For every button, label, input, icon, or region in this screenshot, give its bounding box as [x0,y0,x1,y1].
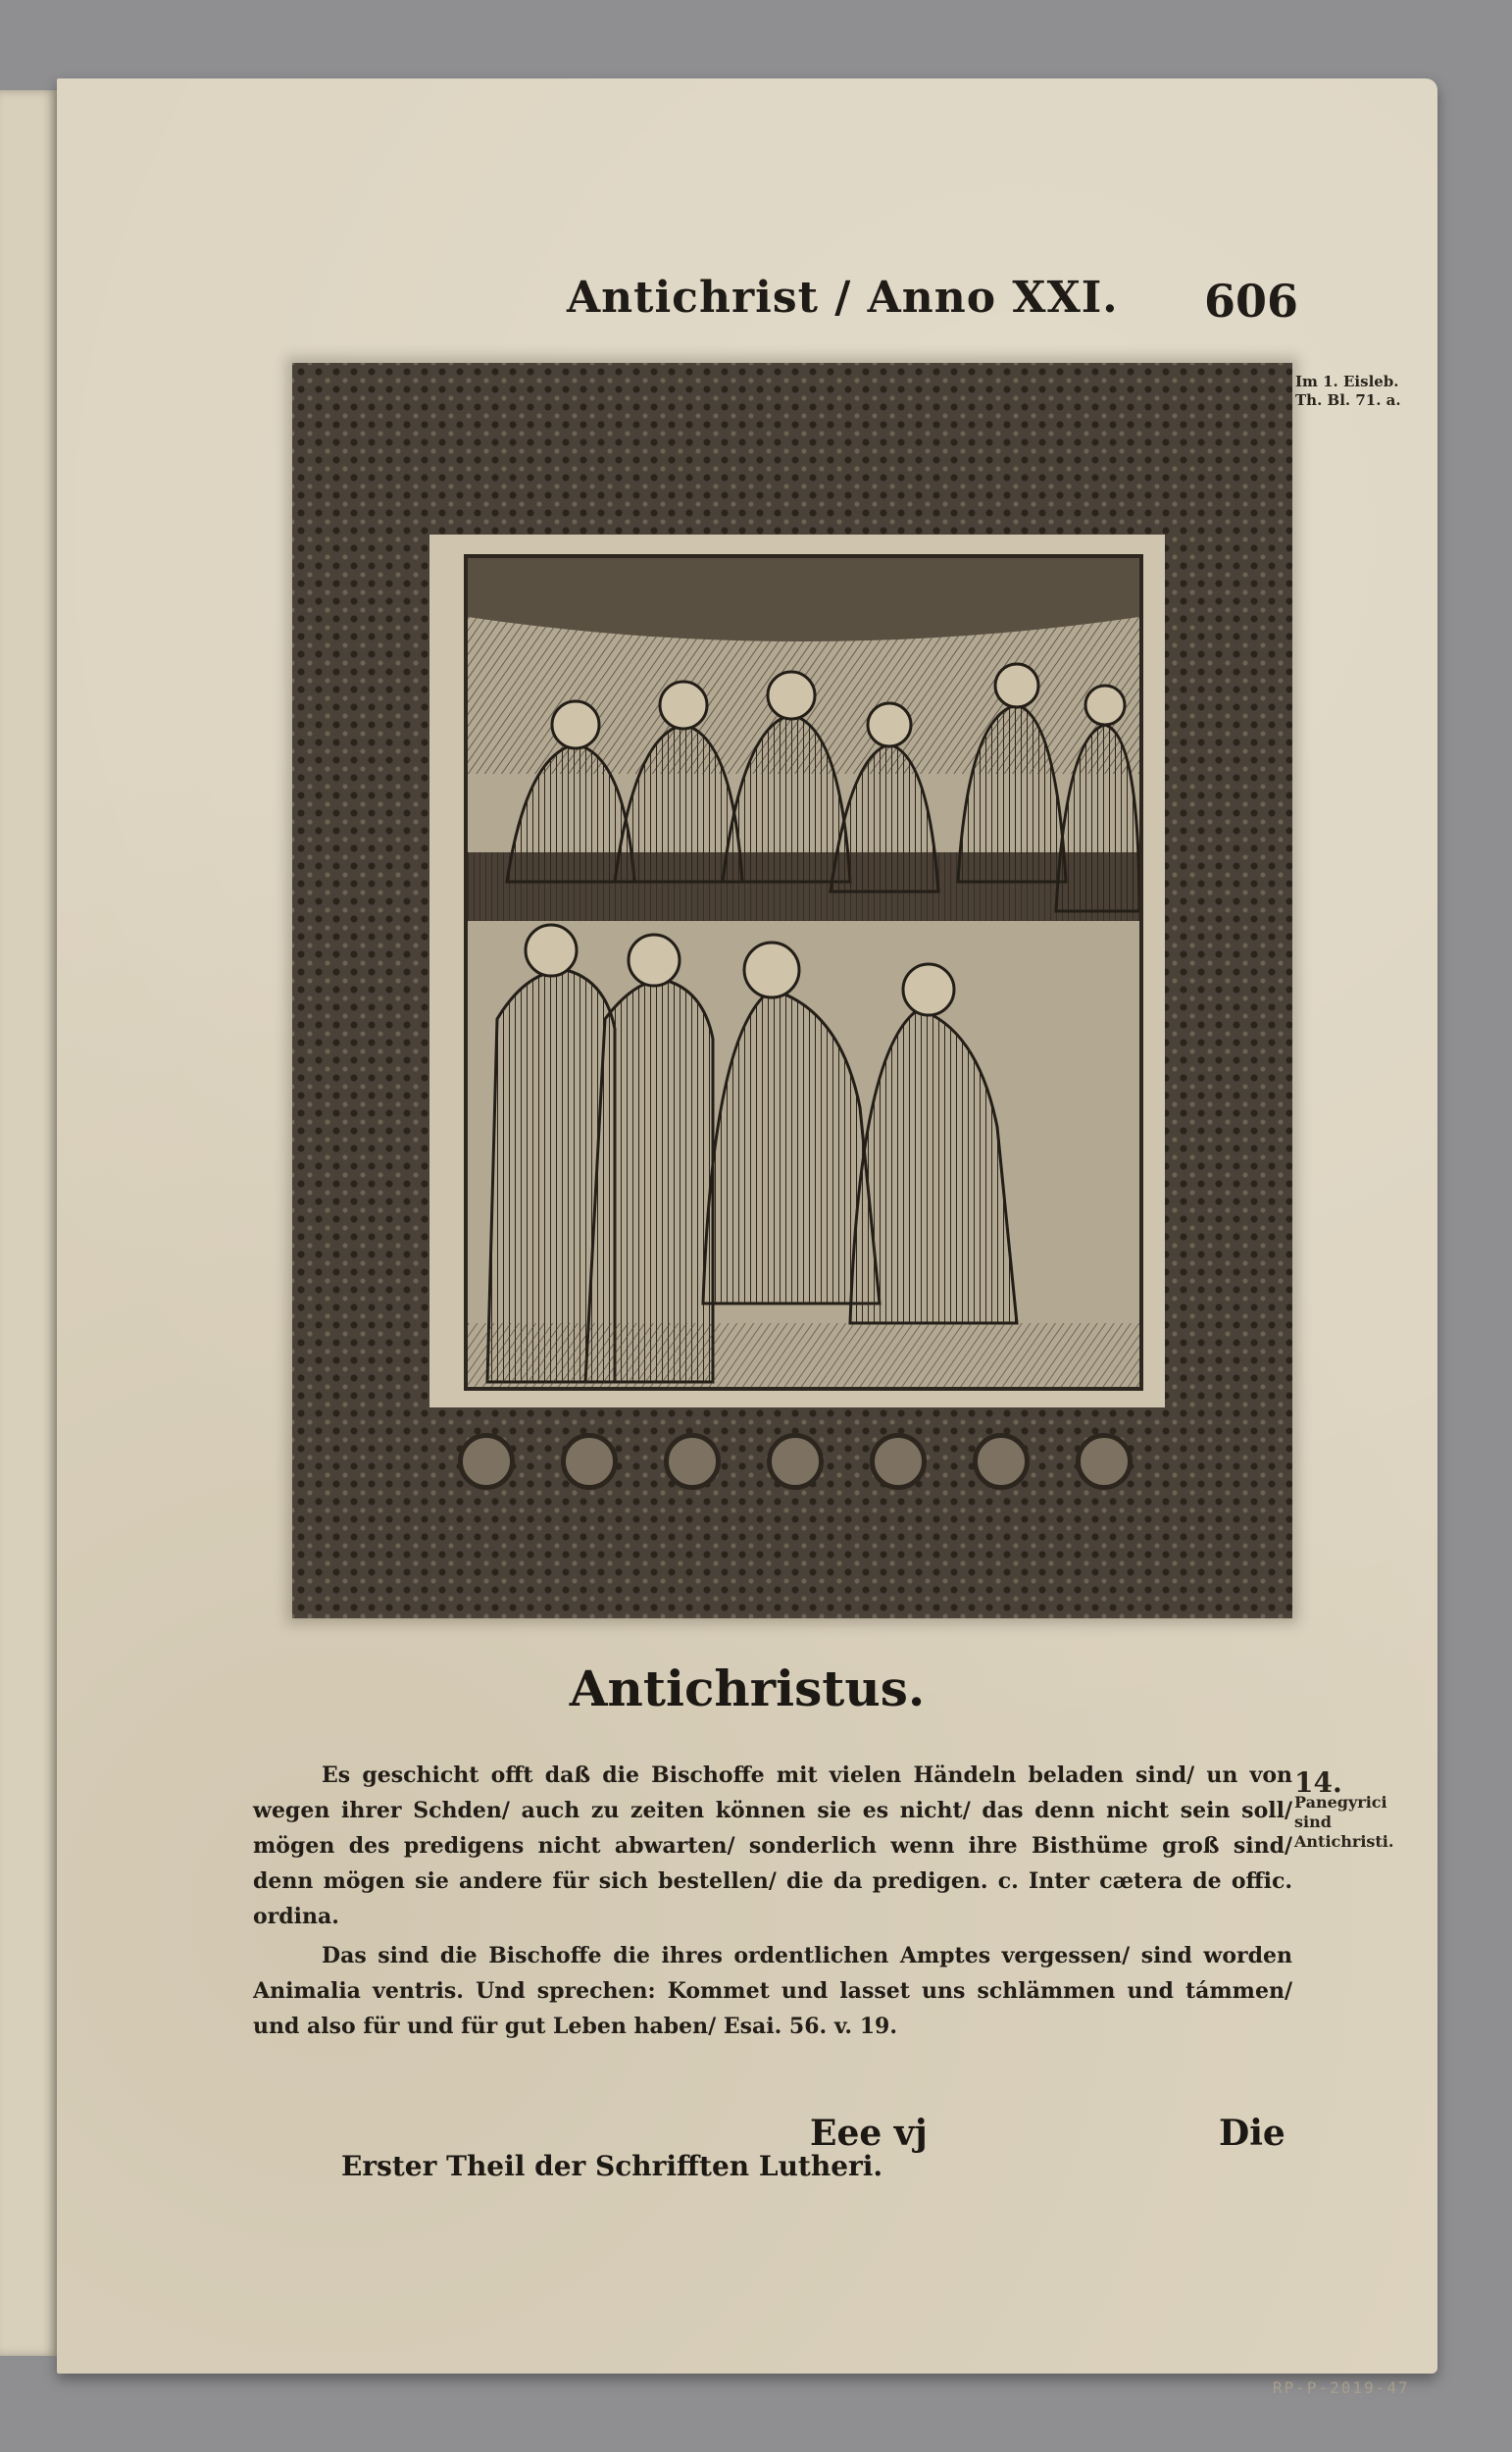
paragraph: Es geschicht offt daß die Bischoffe mit vielen Händeln beladen sind/ un von wegen ihrer Schden/ auch zu zeiten können sie es nicht/ das denn nicht sein soll/ mögen des predigens nicht abwarten/ sonderlich wenn ihre Bisthüme groß sind/ denn mögen sie andere für sich bestellen/ die da predigen. c. Inter cætera de offic. ordina. [253,1762,1292,1929]
rosette-band [434,1422,1155,1501]
margin-note-number: 14. [1294,1766,1342,1799]
margin-note-top: Im 1. Eisleb. Th. Bl. 71. a. [1295,373,1401,409]
page-number: 606 [1204,275,1299,328]
margin-note-side [1294,1766,1412,1852]
rosette-ornament [870,1433,927,1490]
catchword: Die [1219,2113,1285,2154]
book-page [57,78,1437,2397]
rosette-ornament [458,1433,515,1490]
rosette-ornament [664,1433,721,1490]
section-heading: Antichristus. [569,1660,926,1717]
inventory-number: RP-P-2019-47 [1273,2378,1410,2397]
woodcut-scene [468,558,1139,1387]
woodcut-illustration [464,554,1143,1391]
rosette-ornament [973,1433,1030,1490]
rosette-ornament [561,1433,618,1490]
previous-page-edge [0,90,62,2356]
body-text [253,1758,1292,2048]
margin-note-text: Panegyrici sind Antichristi. [1294,1793,1394,1851]
running-head: Antichrist / Anno XXI. [567,273,1119,323]
footer-title: Erster Theil der Schrifften Lutheri. [341,2150,883,2182]
paragraph: Das sind die Bischoffe die ihres ordentlichen Amptes vergessen/ sind worden Animalia ventris. Und sprechen: Kommet und lasset uns schlämmen und támmen/ und also für und für gut Leben haben/ Esai. 56. v. 19. [253,1943,1292,2039]
signature-mark: Eee vj [810,2113,928,2154]
rosette-ornament [767,1433,824,1490]
rosette-ornament [1076,1433,1133,1490]
